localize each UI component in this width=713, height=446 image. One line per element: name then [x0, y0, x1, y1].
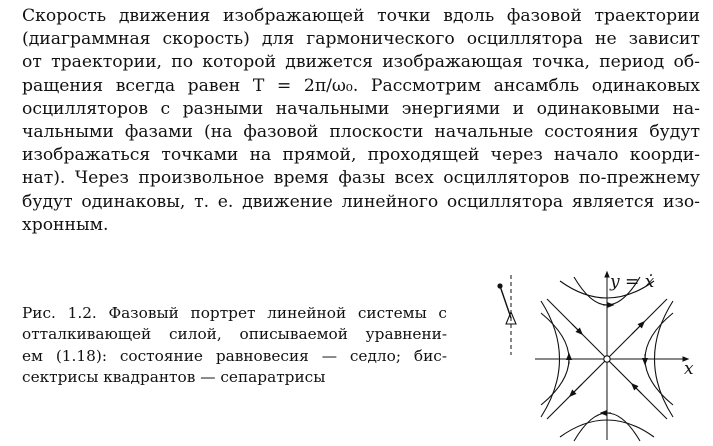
paragraph-line-5: осцилляторов с разными начальными энергиями и одинаковыми на- [22, 98, 700, 119]
separatrix-arrow-in-1 [572, 324, 582, 334]
paragraph-line-8: нат). Через произвольное время фазы всех осцилляторов по-прежнему [22, 168, 700, 189]
separatrix-arrow-out-2 [570, 384, 582, 396]
caption-line-2: отталкивающей силой, описываемой уравнени- [22, 325, 447, 344]
paragraph-line-1: Скорость движения изображающей точки вдоль фазовой траектории [22, 6, 700, 26]
paragraph-line-4: ращения всегда равен T = 2π/ω₀. Рассмотрим ансамбль одинаковых [22, 75, 700, 96]
x-axis-label: x [684, 359, 694, 379]
separatrix-arrow-out-1 [632, 322, 644, 334]
paragraph-line-10: хронным. [22, 214, 109, 235]
paragraph-line-9: будут одинаковы, т. е. движение линейного осциллятора является изо- [22, 191, 700, 212]
paragraph-line-3: от траектории, по которой движется изображающая точка, период об- [22, 52, 700, 73]
separatrix-arrow-in-2 [632, 384, 642, 394]
caption-line-3: ем (1.18): состояние равновесия — седло; бис- [22, 346, 447, 365]
inverted-pendulum-icon [497, 275, 516, 355]
saddle-point [604, 356, 610, 362]
caption-line-4: сектрисы квадрантов — сепаратрисы [22, 367, 326, 386]
paragraph-line-2: (диаграммная скорость) для гармонического осциллятора не зависит [22, 29, 700, 50]
y-axis-label: y = ẋ [610, 272, 655, 292]
paragraph-line-7: изображаться точками на прямой, проходящей через начало коорди- [22, 145, 700, 166]
caption-line-1: Рис. 1.2. Фазовый портрет линейной системы с [22, 304, 447, 322]
paragraph-line-6: чальными фазами (на фазовой плоскости начальные состояния будут [22, 121, 700, 142]
